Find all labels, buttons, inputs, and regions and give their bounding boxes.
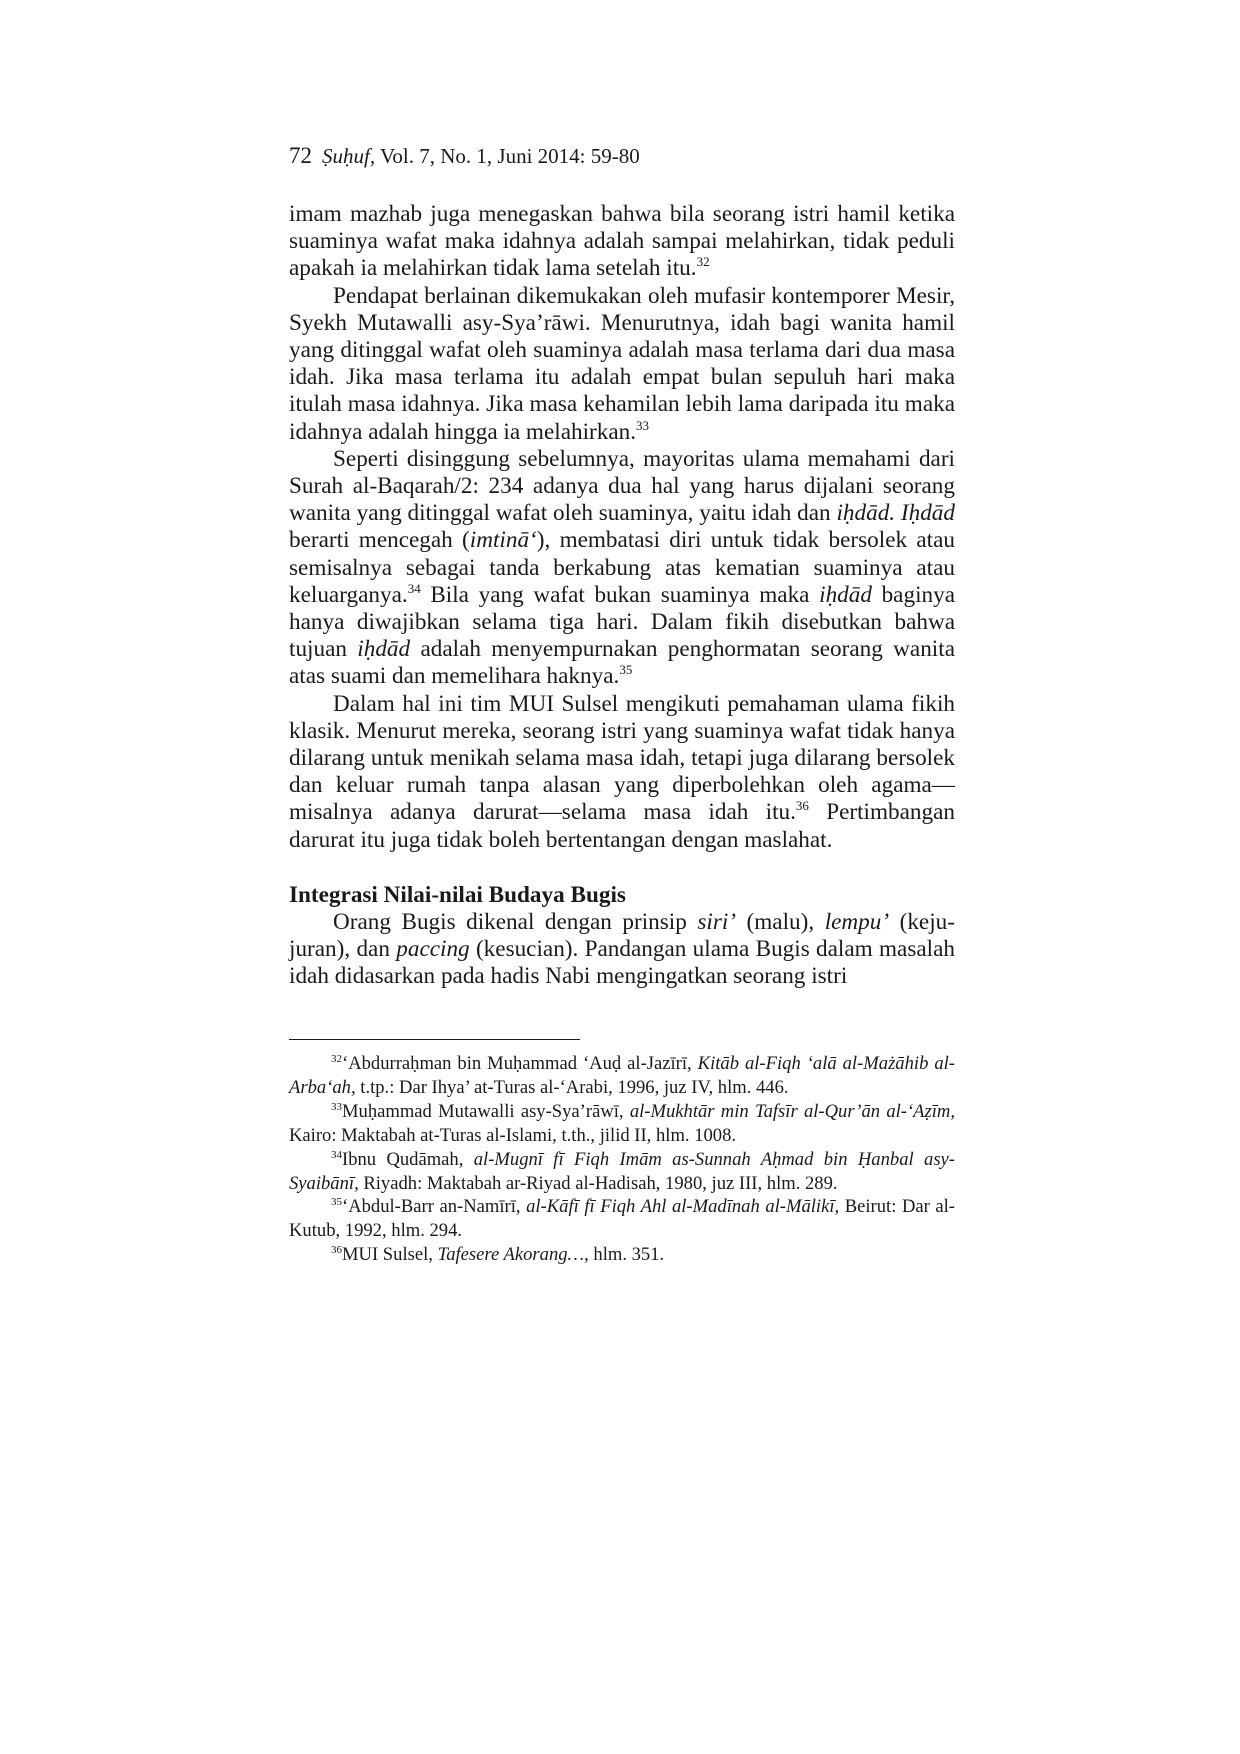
journal-issue: , Vol. 7, No. 1, Juni 2014: 59-80: [369, 144, 640, 168]
page-number: 72: [289, 143, 312, 168]
footnote-ref: 33: [331, 1100, 342, 1113]
text-run: imam mazhab juga menegaskan bahwa bila seorang istri hamil ketika suaminya wafat maka idahnya adalah sampai melahirkan, tidak peduli apakah ia melahirkan tidak lama setelah itu.: [289, 201, 955, 282]
footnote-ref: 36: [331, 1244, 342, 1257]
journal-title: Ṣuḥuf: [322, 144, 370, 168]
body-paragraph: [289, 691, 955, 854]
italic-term: Tafesere Akorang…: [437, 1244, 585, 1266]
text-run: (kejujuran), dan: [289, 909, 955, 963]
text-run: t.tp.: Dar Ihya’ at-Turas al-‘Arabi, 1996, juz IV, hlm. 446.: [355, 1076, 789, 1098]
text-run: MUI Sulsel,: [342, 1244, 438, 1266]
text-run: Beirut: Dar al-Kutub, 1992, hlm. 294.: [289, 1196, 955, 1242]
italic-term: paccing: [396, 936, 470, 963]
section-heading: Integrasi Nilai-nilai Budaya Bugis: [289, 881, 626, 908]
text-run: Kairo: Maktabah at-Turas al-Islami, t.th., jilid II, hlm. 1008.: [289, 1124, 737, 1146]
text-run: Riyadh: Maktabah ar-Riyad al-Hadisah, 1980, juz III, hlm. 289.: [358, 1172, 838, 1194]
text-run: adalah menyempurnakan penghormatan seorang wanita atas suami dan memelihara haknya.: [289, 636, 955, 690]
text-run: Bila yang wafat bukan suaminya maka: [420, 581, 820, 608]
italic-term: iḥdād. Iḥdād: [836, 500, 955, 527]
footnote-divider: [289, 1039, 580, 1040]
footnote-ref: 34: [407, 580, 421, 596]
italic-term: lempu’: [824, 909, 890, 936]
body-paragraph: [289, 446, 955, 691]
italic-term: al-Mukhtār min Tafsīr al-Qur’ān al-‘Aẓīm,: [629, 1100, 955, 1122]
text-run: ‘Abdul-Barr an-Namīrī,: [342, 1196, 527, 1218]
footnotes: [289, 1052, 955, 1267]
text-run: Orang Bugis dikenal dengan prinsip: [333, 909, 698, 936]
footnote-ref: 32: [696, 254, 710, 270]
text-run: Pertimbangan darurat itu juga tidak boleh bertentangan dengan maslahat.: [289, 799, 955, 853]
text-run: (malu),: [736, 909, 825, 936]
text-run: Seperti disinggung sebelumnya, mayoritas ulama memahami dari Surah al-Baqarah/2: 234 adanya dua hal yang harus dijalani seorang wanita yang ditinggal wafat oleh suaminya, yaitu idah dan: [289, 445, 955, 527]
body-paragraph: [289, 283, 955, 446]
footnote-ref: 32: [331, 1053, 342, 1065]
body-paragraphs: [289, 201, 955, 854]
footnote-ref: 36: [795, 798, 809, 814]
text-run: (kesucian). Pandangan ulama Bugis dalam masalah idah didasarkan pada hadis Nabi mengingatkan seorang istri: [289, 936, 955, 990]
italic-term: Kitāb al-Fiqh ‘alā al-Mażāhib al-Arba‘ah,: [289, 1053, 955, 1098]
text-run: baginya hanya diwajibkan selama tiga hari. Dalam fikih disebutkan bahwa tujuan: [289, 581, 955, 663]
italic-term: siri’: [697, 909, 737, 936]
italic-term: al-Mugnī fī Fiqh Imām as-Sunnah Aḥmad bin Ḥanbal asy-Syaibānī,: [289, 1148, 955, 1194]
running-header: [289, 142, 640, 170]
text-run: Muḥammad Mutawalli asy-Sya’rāwī,: [342, 1100, 630, 1122]
text-run: Dalam hal ini tim MUI Sulsel mengikuti pemahaman ulama fikih klasik. Menurut mereka, seorang istri yang suaminya wafat tidak hanya dilarang untuk menikah selama masa idah, tetapi juga dilarang bersolek dan keluar rumah tanpa alasan yang diperbolehkan oleh agama—misalnya adanya darurat—selama masa idah itu.: [289, 690, 955, 826]
body-paragraph: [289, 201, 955, 283]
text-run: Pendapat berlainan dikemukakan oleh mufasir kontemporer Mesir, Syekh Mutawalli asy-Sya’rāwi. Menurutnya, idah bagi wanita hamil yang ditinggal wafat oleh suaminya adalah masa terlama dari dua masa idah. Jika masa terlama itu adalah empat bulan sepuluh hari maka itulah masa idahnya. Jika masa kehamilan lebih lama daripada itu maka idahnya adalah hingga ia melahirkan.: [289, 282, 955, 445]
footnote-ref: 34: [331, 1148, 342, 1161]
text-run: ‘Abdurraḥman bin Muḥammad ‘Auḍ al-Jazīrī,: [342, 1053, 698, 1074]
footnote-ref: 33: [636, 417, 650, 433]
section-paragraph: [289, 909, 955, 991]
footnote-ref: 35: [331, 1196, 342, 1209]
footnote: [289, 1195, 955, 1243]
footnote-ref: 35: [619, 662, 633, 678]
italic-term: iḥdād: [357, 636, 411, 663]
text-run: ), membatasi diri untuk tidak bersolek atau semisalnya sebagai tanda berkabung atas kematian suaminya atau keluarganya.: [289, 527, 955, 608]
body-paragraph: [289, 909, 955, 991]
italic-term: iḥdād: [819, 581, 872, 608]
footnote: [289, 1243, 955, 1267]
italic-term: imtinā‘: [469, 527, 537, 554]
italic-term: al-Kāfī fī Fiqh Ahl al-Madīnah al-Mālikī,: [526, 1196, 840, 1218]
article-body: [289, 201, 955, 991]
text-run: berarti mencegah (: [289, 527, 470, 554]
text-run: Ibnu Qudāmah,: [342, 1148, 474, 1170]
footnote: [289, 1148, 955, 1196]
footnote: [289, 1052, 955, 1100]
text-run: , hlm. 351.: [584, 1244, 665, 1266]
footnote: [289, 1100, 955, 1148]
